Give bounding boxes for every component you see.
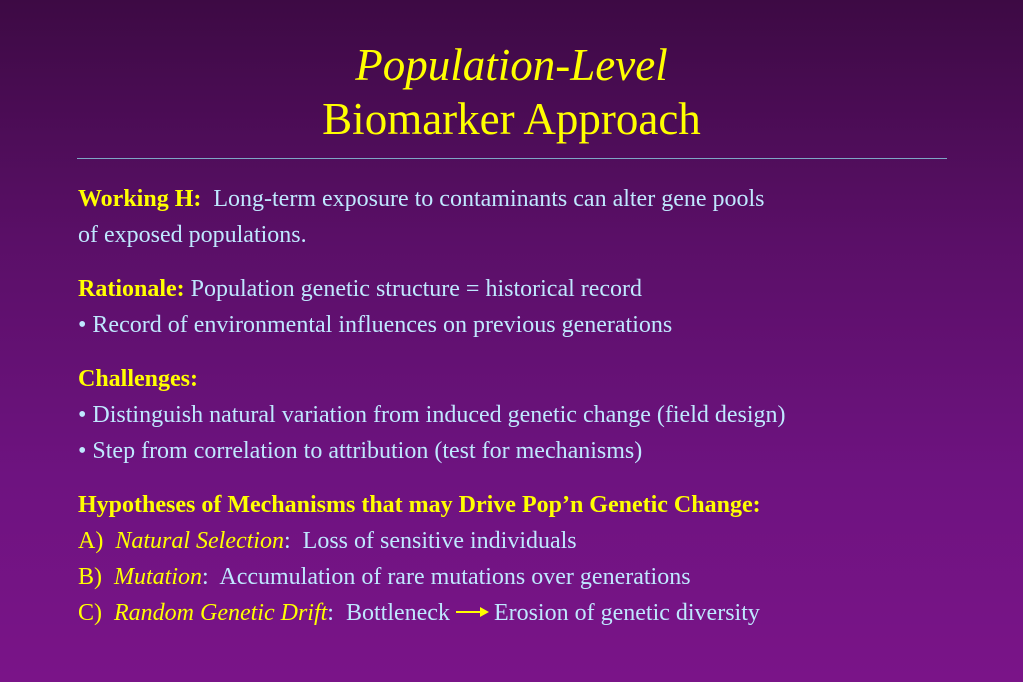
hypothesis-item-b bbox=[78, 559, 998, 595]
working-hypothesis-label: Working H: bbox=[78, 186, 202, 212]
title-line-1: Population-Level bbox=[355, 40, 668, 90]
working-hypothesis-text-b: of exposed populations. bbox=[78, 222, 307, 248]
challenges-label: Challenges: bbox=[78, 366, 198, 392]
hypothesis-colon-a: : bbox=[283, 528, 291, 554]
hypothesis-colon-b: : bbox=[202, 564, 209, 590]
hypotheses-label: Hypotheses of Mechanisms that may Drive Pop’n Genetic Change: bbox=[78, 492, 761, 518]
rationale-text: Population genetic structure = historical record bbox=[190, 276, 643, 302]
challenge-bullet-2: • Step from correlation to attribution (test for mechanisms) bbox=[78, 438, 643, 464]
challenges-section bbox=[78, 361, 998, 469]
hypothesis-prefix-c: C) bbox=[78, 600, 102, 626]
working-hypothesis-section bbox=[78, 181, 998, 253]
hypothesis-text-c-after: Erosion of genetic diversity bbox=[493, 600, 760, 626]
hypothesis-term-b: Mutation bbox=[114, 564, 202, 590]
hypothesis-prefix-b: B) bbox=[78, 564, 102, 590]
rationale-line-1 bbox=[78, 271, 998, 307]
slide-body bbox=[78, 181, 998, 649]
hypothesis-prefix-a: A) bbox=[78, 528, 104, 554]
hypothesis-text-b: Accumulation of rare mutations over generations bbox=[219, 564, 691, 590]
hypothesis-colon-c: : bbox=[327, 600, 334, 626]
hypothesis-item-c bbox=[78, 595, 998, 631]
title-line-2: Biomarker Approach bbox=[322, 94, 701, 144]
hypothesis-item-a bbox=[78, 523, 998, 559]
hypothesis-text-a: Loss of sensitive individuals bbox=[302, 528, 577, 554]
hypothesis-term-a: Natural Selection bbox=[115, 528, 284, 554]
rationale-bullet: • Record of environmental influences on previous generations bbox=[78, 312, 673, 338]
hypothesis-term-c: Random Genetic Drift bbox=[114, 600, 328, 626]
rationale-section bbox=[78, 271, 998, 343]
hypotheses-section bbox=[78, 487, 998, 631]
slide-title bbox=[0, 38, 1023, 146]
challenge-bullet-1: • Distinguish natural variation from induced genetic change (field design) bbox=[78, 402, 786, 428]
working-hypothesis-text-a: Long-term exposure to contaminants can alter gene pools bbox=[213, 186, 765, 212]
title-divider bbox=[77, 158, 947, 159]
rationale-label: Rationale: bbox=[78, 276, 185, 302]
right-arrow-icon bbox=[454, 602, 490, 622]
working-hypothesis-line-1 bbox=[78, 181, 998, 217]
hypothesis-text-c-before: Bottleneck bbox=[345, 600, 450, 626]
